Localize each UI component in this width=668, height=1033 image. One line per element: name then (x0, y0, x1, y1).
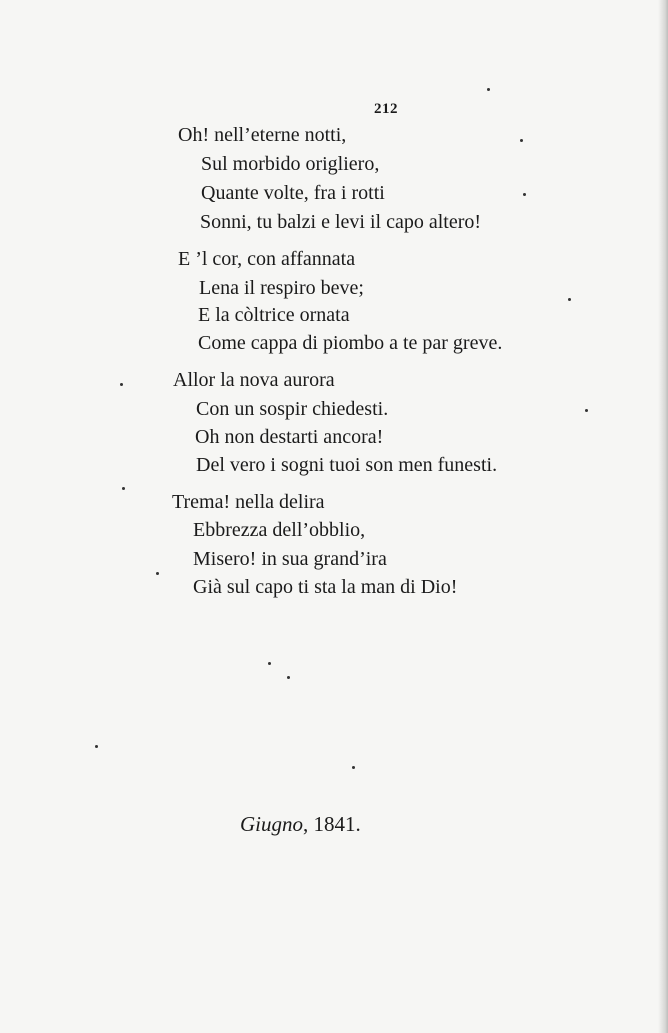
signature-separator: , (303, 812, 314, 836)
date-signature (240, 812, 361, 837)
scan-speck (95, 745, 98, 748)
verse-line: Già sul capo ti sta la man di Dio! (193, 576, 458, 598)
verse-line: Misero! in sua grand’ira (193, 548, 387, 570)
scan-speck (287, 676, 290, 679)
scan-speck (120, 383, 123, 386)
verse-line: Come cappa di piombo a te par greve. (198, 332, 503, 354)
scan-speck (352, 766, 355, 769)
verse-line: E ’l cor, con affannata (178, 248, 356, 270)
scan-speck (122, 487, 125, 490)
scan-speck (487, 88, 490, 91)
verse-line: Sul morbido origliero, (201, 153, 380, 175)
scan-speck (568, 298, 571, 301)
scan-speck (520, 139, 523, 142)
verse-line: Allor la nova aurora (173, 369, 335, 391)
page-number: 212 (374, 101, 398, 117)
scan-speck (268, 662, 271, 665)
verse-line: Sonni, tu balzi e levi il capo altero! (200, 211, 482, 233)
scan-speck (523, 193, 526, 196)
scan-speck (585, 409, 588, 412)
verse-line: Del vero i sogni tuoi son men funesti. (196, 454, 498, 476)
verse-line: Lena il respiro beve; (199, 277, 364, 299)
verse-line: Trema! nella delira (172, 491, 325, 513)
page-edge-shadow (658, 0, 668, 1033)
verse-line: Con un sospir chiedesti. (196, 398, 389, 420)
verse-line: Oh non destarti ancora! (195, 426, 384, 448)
scan-speck (156, 572, 159, 575)
verse-line: E la còltrice ornata (198, 304, 350, 326)
verse-line: Quante volte, fra i rotti (201, 182, 385, 204)
signature-year: 1841. (313, 812, 361, 836)
signature-month: Giugno (240, 812, 303, 836)
verse-line: Oh! nell’eterne notti, (178, 124, 347, 146)
verse-line: Ebbrezza dell’obblio, (193, 519, 366, 541)
